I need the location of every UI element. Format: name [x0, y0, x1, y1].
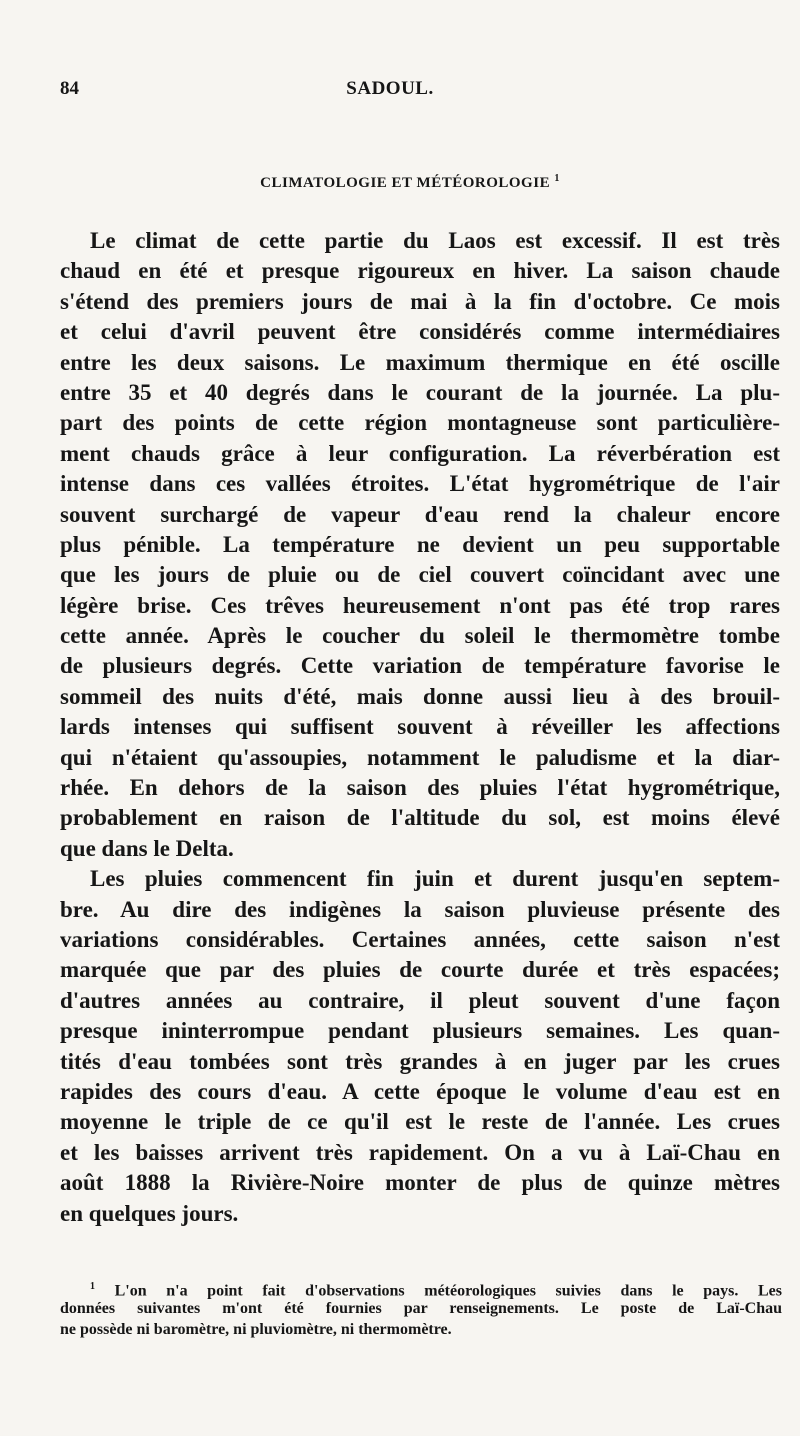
text-line: bre. Au dire des indigènes la saison pluvieuse présente des — [60, 896, 780, 922]
text-line: entre 35 et 40 degrés dans le courant de la journée. La plu- — [60, 379, 780, 405]
running-title: SADOUL. — [346, 78, 434, 99]
footnote-line — [60, 1276, 782, 1298]
text-line: que les jours de pluie ou de ciel couvert coïncidant avec une — [60, 562, 780, 588]
text-line: légère brise. Ces trêves heureusement n'ont pas été trop rares — [60, 592, 780, 618]
text-line: de plusieurs degrés. Cette variation de température favorise le — [60, 653, 780, 679]
text-line: rapides des cours d'eau. A cette époque le volume d'eau est en — [60, 1078, 780, 1104]
text-line: variations considérables. Certaines années, cette saison n'est — [60, 926, 780, 952]
page-header — [60, 78, 760, 108]
text-line: et celui d'avril peuvent être considérés comme intermédiaires — [60, 319, 780, 345]
text-line: plus pénible. La température ne devient un peu supportable — [60, 531, 780, 557]
footnote-line: ne possède ni baromètre, ni pluviomètre, ni thermomètre. — [60, 1321, 452, 1338]
paragraph — [60, 226, 780, 864]
text-line: août 1888 la Rivière-Noire monter de plus de quinze mètres — [60, 1170, 780, 1196]
text-line: lards intenses qui suffisent souvent à réveiller les affections — [60, 714, 780, 740]
text-line: et les baisses arrivent très rapidement. On a vu à Laï-Chau en — [60, 1139, 780, 1165]
footnote-text: L'on n'a point fait d'observations météorologiques suivies dans le pays. Les — [95, 1282, 782, 1300]
text-line: Les pluies commencent fin juin et durent jusqu'en septem- — [90, 866, 780, 892]
text-line: moyenne le triple de ce qu'il est le reste de l'année. Les crues — [60, 1109, 780, 1135]
paragraph — [60, 864, 780, 1229]
text-line: sommeil des nuits d'été, mais donne aussi lieu à des brouil- — [60, 683, 780, 709]
footnote-line: données suivantes m'ont été fournies par renseignements. Le poste de Laï-Chau — [60, 1299, 782, 1317]
text-line: part des points de cette région montagneuse sont particulière- — [60, 410, 780, 436]
text-line: cette année. Après le coucher du soleil le thermomètre tombe — [60, 623, 780, 649]
text-line: Le climat de cette partie du Laos est excessif. Il est très — [90, 228, 780, 253]
text-line: d'autres années au contraire, il pleut souvent d'une façon — [60, 987, 780, 1013]
section-title-text: CLIMATOLOGIE ET MÉTÉOROLOGIE — [260, 175, 551, 191]
text-line: tités d'eau tombées sont très grandes à en juger par les crues — [60, 1048, 780, 1074]
text-line: souvent surchargé de vapeur d'eau rend la chaleur encore — [60, 501, 780, 527]
text-line: qui n'étaient qu'assoupies, notamment le paludisme et la diar- — [60, 744, 780, 770]
text-line: probablement en raison de l'altitude du sol, est moins élevé — [60, 805, 780, 831]
text-line: entre les deux saisons. Le maximum thermique en été oscille — [60, 349, 780, 375]
section-title — [60, 173, 760, 192]
text-line: rhée. En dehors de la saison des pluies l'état hygrométrique, — [60, 775, 780, 801]
footnote — [60, 1276, 782, 1341]
text-line: chaud en été et presque rigoureux en hiver. La saison chaude — [60, 258, 780, 284]
footnote-marker: 1 — [90, 1281, 95, 1292]
text-line: s'étend des premiers jours de mai à la fin d'octobre. Ce mois — [60, 288, 780, 314]
text-line: en quelques jours. — [60, 1200, 239, 1226]
page-number: 84 — [60, 78, 79, 99]
footnote-reference: 1 — [554, 173, 560, 184]
text-line: presque ininterrompue pendant plusieurs semaines. Les quan- — [60, 1018, 780, 1044]
text-line: marquée que par des pluies de courte durée et très espacées; — [60, 957, 780, 983]
text-line: ment chauds grâce à leur configuration. La réverbération est — [60, 440, 780, 466]
body-text — [60, 226, 780, 1229]
text-line: que dans le Delta. — [60, 835, 234, 861]
text-line: intense dans ces vallées étroites. L'état hygrométrique de l'air — [60, 471, 780, 497]
